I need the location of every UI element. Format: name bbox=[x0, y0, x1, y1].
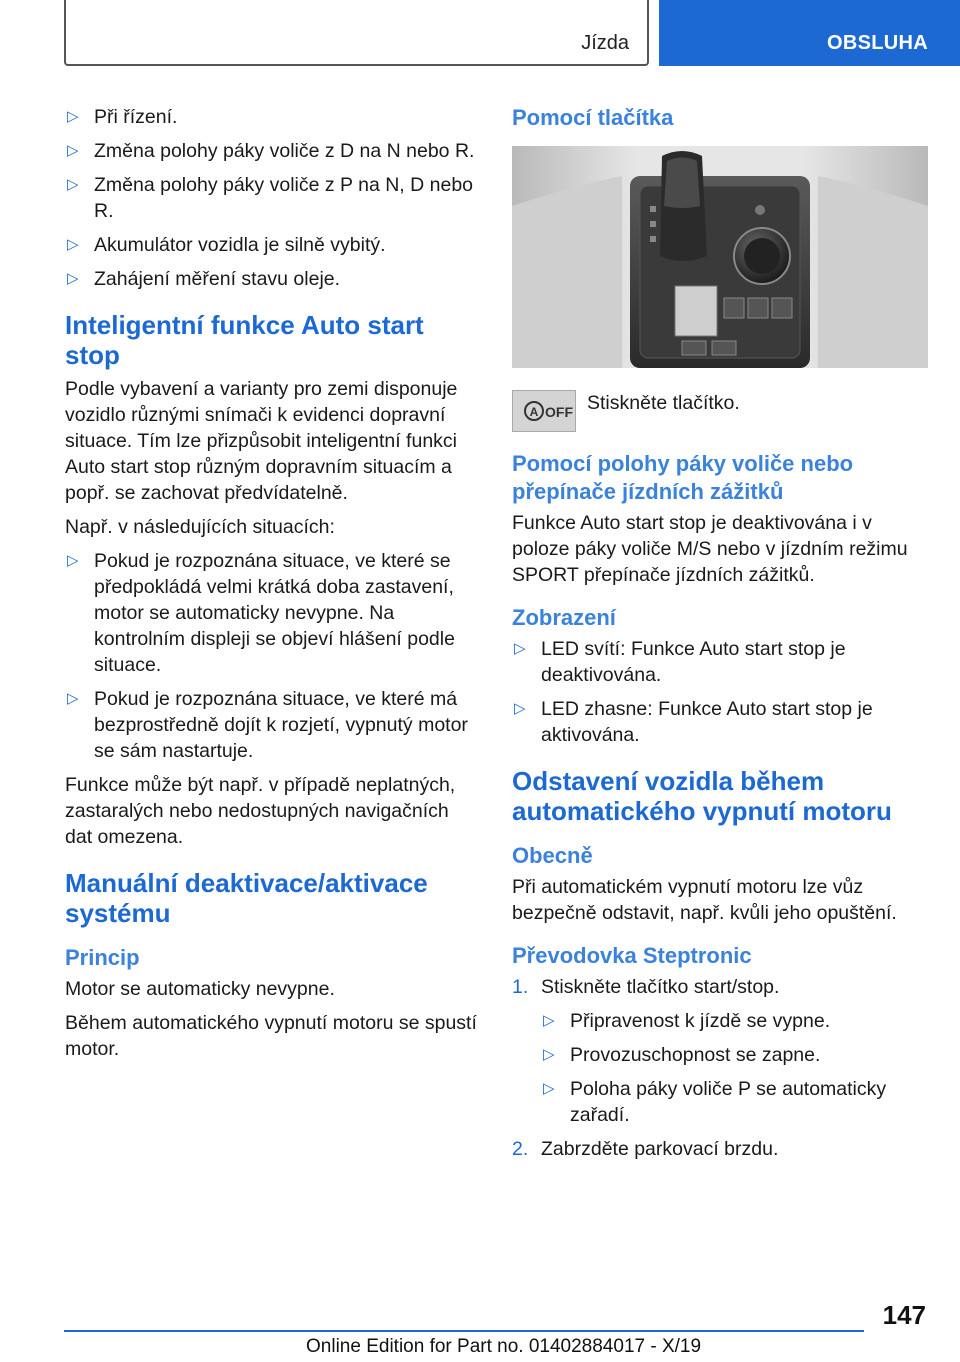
triangle-bullet-icon: ▷ bbox=[543, 1046, 555, 1063]
triangle-bullet-icon: ▷ bbox=[67, 690, 79, 707]
chapter-tab[interactable] bbox=[659, 0, 960, 66]
paragraph: Motor se automaticky nevypne. bbox=[65, 978, 335, 1000]
heading-manual-deactivation: Manuální deaktivace/aktivace systému bbox=[65, 868, 428, 928]
header-frame bbox=[64, 0, 649, 66]
paragraph: Během automatického vypnutí motoru se spustí motor. bbox=[65, 1012, 477, 1060]
step-item: 2. Zabrzděte parkovací brzdu. bbox=[512, 1138, 779, 1160]
paragraph: Např. v následujících situacích: bbox=[65, 516, 335, 538]
edition-footer: Online Edition for Part no. 01402884017 - X/19 bbox=[306, 1336, 702, 1357]
list-item: ▷ Při řízení. bbox=[67, 106, 178, 128]
list-item: ▷ Pokud je rozpoznána situace, ve které se předpokládá velmi krátká doba zastavení, motor se automaticky nevypne. Na kontrolním displeji se objeví hlášení podle situace. bbox=[67, 550, 455, 676]
situations-list bbox=[65, 548, 480, 764]
triangle-bullet-icon: ▷ bbox=[543, 1012, 555, 1029]
section-title: Jízda bbox=[581, 32, 629, 54]
paragraph: Podle vybavení a varianty pro zemi disponuje vozidlo různými snímači k evidenci dopravní situace. Tím lze přizpůsobit inteligentní funkci Auto start stop různým dopravním situacím a popř. se zachovat předvídatelně. bbox=[65, 378, 458, 504]
center-console-photo bbox=[512, 146, 928, 368]
list-item: ▷ Zahájení měření stavu oleje. bbox=[67, 268, 341, 290]
step-number: 1. bbox=[512, 976, 529, 998]
step-number: 2. bbox=[512, 1138, 529, 1160]
step-item: 1. Stiskněte tlačítko start/stop. ▷ Připravenost k jízdě se vypne. ▷ Provozuschopnost se zapne. ▷ Poloha páky voliče P se automaticky zařadí. bbox=[512, 974, 930, 1128]
triangle-bullet-icon: ▷ bbox=[514, 700, 526, 717]
subheading-general: Obecně bbox=[512, 843, 593, 868]
paragraph: Při automatickém vypnutí motoru lze vůz bezpečně odstavit, např. kvůli jeho opuštění. bbox=[512, 876, 897, 924]
list-item: ▷ Změna polohy páky voliče z P na N, D nebo R. bbox=[67, 174, 474, 222]
subheading-by-selector-lever: Pomocí polohy páky voliče nebo přepínače jízdních zážitků bbox=[512, 451, 854, 504]
step-substeps bbox=[541, 1008, 930, 1128]
paragraph: Funkce Auto start stop je deaktivována i v poloze páky voliče M/S nebo v jízdním režimu SPORT přepínače jízdních zážitků. bbox=[512, 512, 908, 586]
list-item: ▷ Připravenost k jízdě se vypne. bbox=[543, 1010, 831, 1032]
page-number: 147 bbox=[882, 1300, 926, 1330]
paragraph: Funkce může být např. v případě neplatných, zastaralých nebo nedostupných navigačních dat omezena. bbox=[65, 774, 456, 848]
triangle-bullet-icon: ▷ bbox=[543, 1080, 555, 1097]
heading-parking-during-auto-off: Odstavení vozidla během automatického vypnutí motoru bbox=[512, 766, 892, 826]
subheading-steptronic: Převodovka Steptronic bbox=[512, 943, 752, 968]
list-item: ▷ LED svítí: Funkce Auto start stop je deaktivována. bbox=[514, 638, 846, 686]
svg-text:OFF: OFF bbox=[545, 404, 573, 420]
list-item: ▷ Změna polohy páky voliče z D na N nebo R. bbox=[67, 140, 475, 162]
subheading-by-button: Pomocí tlačítka bbox=[512, 105, 674, 130]
list-item: ▷ LED zhasne: Funkce Auto start stop je aktivována. bbox=[514, 698, 873, 746]
console-illustration bbox=[512, 146, 928, 368]
triangle-bullet-icon: ▷ bbox=[514, 640, 526, 657]
footer-divider bbox=[64, 1330, 864, 1332]
chapter-tab-label: OBSLUHA bbox=[827, 32, 928, 54]
subheading-principle: Princip bbox=[65, 945, 140, 970]
conditions-list bbox=[65, 104, 480, 292]
triangle-bullet-icon: ▷ bbox=[67, 142, 79, 159]
subheading-display: Zobrazení bbox=[512, 605, 616, 630]
press-button-instruction: Stiskněte tlačítko. bbox=[587, 392, 740, 414]
steps-list bbox=[512, 974, 930, 1162]
triangle-bullet-icon: ▷ bbox=[67, 552, 79, 569]
svg-text:A: A bbox=[529, 405, 539, 419]
triangle-bullet-icon: ▷ bbox=[67, 176, 79, 193]
list-item: ▷ Poloha páky voliče P se automaticky zařadí. bbox=[543, 1078, 887, 1126]
right-column bbox=[512, 104, 930, 1170]
heading-intelligent-auto-start-stop: Inteligentní funkce Auto start stop bbox=[65, 310, 424, 370]
auto-start-stop-off-icon bbox=[512, 390, 576, 432]
display-list bbox=[512, 636, 930, 748]
auto-start-stop-button-row bbox=[512, 390, 930, 434]
triangle-bullet-icon: ▷ bbox=[67, 236, 79, 253]
list-item: ▷ Provozuschopnost se zapne. bbox=[543, 1044, 821, 1066]
triangle-bullet-icon: ▷ bbox=[67, 270, 79, 287]
triangle-bullet-icon: ▷ bbox=[67, 108, 79, 125]
left-column bbox=[65, 104, 480, 1070]
list-item: ▷ Akumulátor vozidla je silně vybitý. bbox=[67, 234, 386, 256]
list-item: ▷ Pokud je rozpoznána situace, ve které má bezprostředně dojít k rozjetí, vypnutý motor se sám nastartuje. bbox=[67, 688, 468, 762]
